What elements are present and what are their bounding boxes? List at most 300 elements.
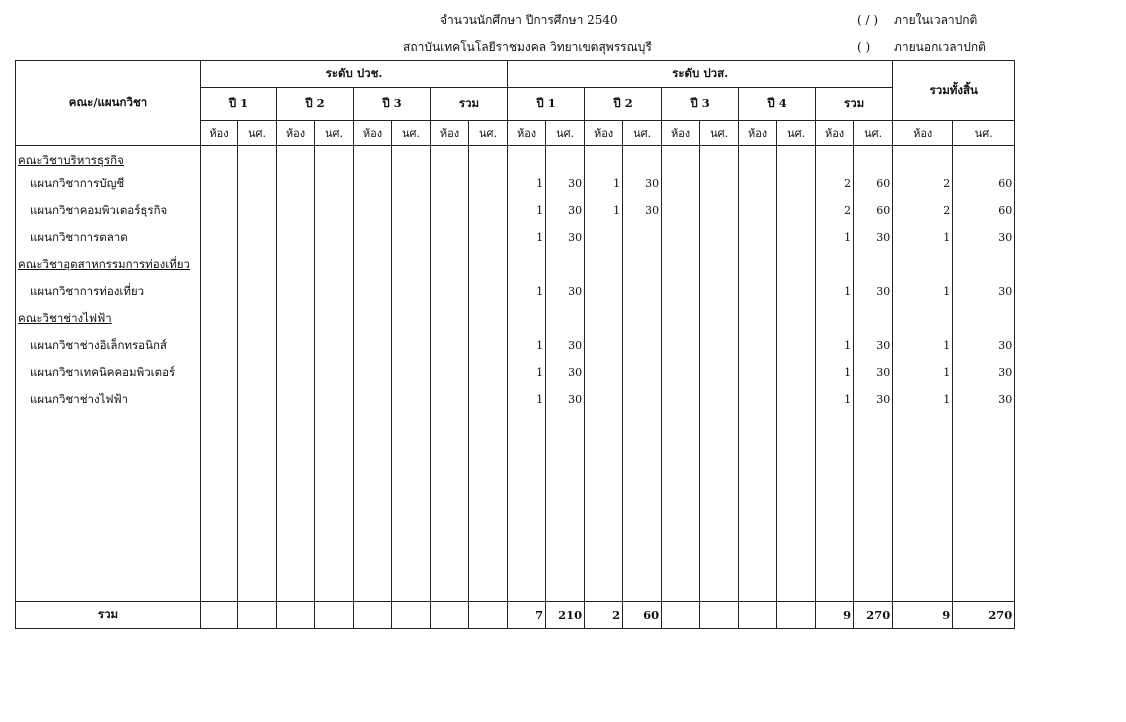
faculty-column-header: คณะ/แผนกวิชา: [16, 61, 201, 146]
total-cell: 7: [508, 602, 546, 629]
table-cell: [354, 278, 392, 305]
table-cell: [700, 305, 739, 332]
table-cell: [392, 386, 431, 413]
table-cell: [238, 332, 277, 359]
table-cell: [700, 197, 739, 224]
table-cell: [238, 170, 277, 197]
students-subheader: นศ.: [469, 121, 508, 146]
room-subheader: ห้อง: [201, 121, 238, 146]
table-cell: [585, 332, 623, 359]
table-cell: [354, 386, 392, 413]
table-cell: 2: [816, 170, 854, 197]
table-cell: [238, 197, 277, 224]
faculty-row: [16, 146, 1015, 171]
total-cell: 210: [546, 602, 585, 629]
pvs-year-header: ปี 1: [508, 88, 585, 121]
grand-total-header: รวมทั้งสิ้น: [893, 61, 1015, 121]
room-subheader: ห้อง: [739, 121, 777, 146]
table-cell: [777, 197, 816, 224]
table-cell: [739, 251, 777, 278]
students-subheader: นศ.: [392, 121, 431, 146]
table-cell: [816, 305, 854, 332]
table-cell: 1: [893, 386, 953, 413]
table-cell: [431, 278, 469, 305]
table-cell: 1: [816, 359, 854, 386]
table-cell: [700, 146, 739, 171]
table-cell: [431, 332, 469, 359]
table-cell: [739, 278, 777, 305]
table-cell: [585, 251, 623, 278]
table-cell: [816, 251, 854, 278]
table-cell: [739, 146, 777, 171]
table-cell: 30: [546, 170, 585, 197]
table-cell: [777, 146, 816, 171]
pvs-year-header: ปี 4: [739, 88, 816, 121]
students-subheader: นศ.: [777, 121, 816, 146]
blank-row: [16, 413, 1015, 602]
table-cell: 1: [893, 278, 953, 305]
table-cell: [201, 359, 238, 386]
blank-cell: [546, 413, 585, 602]
department-row: [16, 386, 1015, 413]
table-cell: 1: [508, 359, 546, 386]
total-cell: [662, 602, 700, 629]
blank-cell: [16, 413, 201, 602]
table-cell: [315, 224, 354, 251]
table-cell: [392, 197, 431, 224]
table-cell: [392, 146, 431, 171]
table-cell: [238, 146, 277, 171]
table-cell: [201, 197, 238, 224]
table-cell: [953, 251, 1015, 278]
total-cell: 60: [623, 602, 662, 629]
table-cell: [431, 170, 469, 197]
pvs-year-header: ปี 3: [662, 88, 739, 121]
table-cell: [469, 224, 508, 251]
table-cell: [201, 170, 238, 197]
table-cell: [739, 332, 777, 359]
total-cell: [431, 602, 469, 629]
table-cell: [662, 170, 700, 197]
table-cell: 2: [893, 197, 953, 224]
table-cell: 30: [546, 224, 585, 251]
table-cell: [662, 278, 700, 305]
table-cell: [201, 251, 238, 278]
students-subheader: นศ.: [623, 121, 662, 146]
document-title: จำนวนนักศึกษา ปีการศึกษา 2540: [440, 13, 618, 27]
table-cell: 30: [854, 332, 893, 359]
table-cell: 30: [854, 278, 893, 305]
table-cell: 30: [854, 224, 893, 251]
table-cell: 30: [953, 386, 1015, 413]
table-cell: [777, 386, 816, 413]
table-cell: [354, 251, 392, 278]
total-cell: [238, 602, 277, 629]
table-cell: [623, 359, 662, 386]
table-cell: [777, 305, 816, 332]
table-cell: [469, 359, 508, 386]
table-cell: 60: [953, 197, 1015, 224]
department-row: [16, 332, 1015, 359]
table-cell: [277, 224, 315, 251]
table-cell: [277, 359, 315, 386]
table-cell: [585, 305, 623, 332]
table-cell: 1: [585, 197, 623, 224]
table-cell: [354, 197, 392, 224]
table-cell: 1: [816, 332, 854, 359]
room-subheader: ห้อง: [277, 121, 315, 146]
students-subheader: นศ.: [546, 121, 585, 146]
students-subheader: นศ.: [238, 121, 277, 146]
table-cell: 1: [508, 332, 546, 359]
table-cell: [700, 170, 739, 197]
table-cell: 30: [953, 278, 1015, 305]
students-subheader: นศ.: [700, 121, 739, 146]
department-name: แผนกวิชาช่างไฟฟ้า: [16, 386, 201, 413]
total-cell: [700, 602, 739, 629]
table-cell: [893, 305, 953, 332]
table-cell: [662, 332, 700, 359]
regular-hours-checkbox: ( / ): [857, 13, 879, 27]
pvch-total-header: รวม: [431, 88, 508, 121]
table-cell: [238, 305, 277, 332]
table-cell: [816, 146, 854, 171]
table-cell: [277, 251, 315, 278]
table-cell: [354, 224, 392, 251]
level-pvs-header: ระดับ ปวส.: [508, 61, 893, 88]
table-cell: [854, 305, 893, 332]
table-cell: [777, 359, 816, 386]
table-cell: [700, 386, 739, 413]
table-cell: [623, 146, 662, 171]
table-cell: [431, 305, 469, 332]
table-cell: [777, 251, 816, 278]
table-cell: [623, 278, 662, 305]
table-cell: [277, 305, 315, 332]
table-cell: [662, 197, 700, 224]
total-cell: 2: [585, 602, 623, 629]
table-cell: [315, 305, 354, 332]
table-cell: [739, 170, 777, 197]
table-cell: [201, 146, 238, 171]
table-cell: [431, 197, 469, 224]
total-cell: 9: [816, 602, 854, 629]
blank-cell: [854, 413, 893, 602]
table-cell: [469, 146, 508, 171]
table-cell: [315, 170, 354, 197]
blank-cell: [700, 413, 739, 602]
table-cell: [392, 332, 431, 359]
blank-cell: [277, 413, 315, 602]
table-cell: [469, 332, 508, 359]
table-cell: [354, 170, 392, 197]
students-subheader: นศ.: [953, 121, 1015, 146]
blank-cell: [315, 413, 354, 602]
department-name: แผนกวิชาการท่องเที่ยว: [16, 278, 201, 305]
blank-cell: [469, 413, 508, 602]
department-row: [16, 359, 1015, 386]
total-cell: [201, 602, 238, 629]
table-cell: [508, 305, 546, 332]
table-cell: [315, 251, 354, 278]
table-cell: [469, 278, 508, 305]
table-cell: 1: [816, 278, 854, 305]
blank-cell: [238, 413, 277, 602]
table-cell: [777, 170, 816, 197]
table-cell: [700, 332, 739, 359]
table-cell: [354, 359, 392, 386]
table-cell: [623, 224, 662, 251]
table-cell: [277, 332, 315, 359]
department-row: [16, 278, 1015, 305]
table-cell: [431, 146, 469, 171]
table-cell: 30: [546, 197, 585, 224]
total-cell: 270: [953, 602, 1015, 629]
table-cell: [238, 251, 277, 278]
table-cell: [315, 359, 354, 386]
department-row: [16, 224, 1015, 251]
room-subheader: ห้อง: [662, 121, 700, 146]
table-cell: 1: [508, 170, 546, 197]
pvch-year-header: ปี 3: [354, 88, 431, 121]
table-cell: [201, 224, 238, 251]
blank-cell: [354, 413, 392, 602]
table-cell: [238, 386, 277, 413]
table-cell: [315, 332, 354, 359]
table-cell: [662, 251, 700, 278]
table-cell: [585, 278, 623, 305]
table-cell: [623, 386, 662, 413]
blank-cell: [816, 413, 854, 602]
table-cell: [854, 146, 893, 171]
table-cell: [777, 332, 816, 359]
table-cell: [201, 278, 238, 305]
table-cell: [623, 305, 662, 332]
table-cell: [739, 386, 777, 413]
table-cell: 1: [508, 224, 546, 251]
table-cell: 1: [893, 332, 953, 359]
table-cell: [739, 305, 777, 332]
table-cell: [431, 224, 469, 251]
table-cell: [893, 146, 953, 171]
table-cell: [953, 146, 1015, 171]
table-cell: [623, 251, 662, 278]
table-cell: [585, 146, 623, 171]
table-cell: [469, 251, 508, 278]
room-subheader: ห้อง: [585, 121, 623, 146]
pvs-total-header: รวม: [816, 88, 893, 121]
department-name: แผนกวิชาการบัญชี: [16, 170, 201, 197]
table-cell: 30: [854, 359, 893, 386]
table-cell: [201, 386, 238, 413]
table-cell: [315, 386, 354, 413]
table-cell: [392, 305, 431, 332]
blank-cell: [392, 413, 431, 602]
table-cell: [392, 359, 431, 386]
table-cell: [277, 278, 315, 305]
table-cell: [469, 170, 508, 197]
table-cell: [739, 224, 777, 251]
table-cell: [315, 278, 354, 305]
table-cell: [662, 386, 700, 413]
room-subheader: ห้อง: [508, 121, 546, 146]
table-cell: [662, 224, 700, 251]
table-cell: 2: [816, 197, 854, 224]
table-cell: [277, 170, 315, 197]
table-cell: 1: [508, 197, 546, 224]
table-cell: [700, 278, 739, 305]
pvs-year-header: ปี 2: [585, 88, 662, 121]
table-cell: 30: [854, 386, 893, 413]
table-cell: 30: [546, 386, 585, 413]
table-cell: [546, 146, 585, 171]
table-cell: [546, 251, 585, 278]
table-cell: [585, 224, 623, 251]
table-cell: 1: [816, 386, 854, 413]
faculty-row: [16, 251, 1015, 278]
table-cell: [585, 386, 623, 413]
table-cell: 2: [893, 170, 953, 197]
table-cell: [777, 224, 816, 251]
blank-cell: [739, 413, 777, 602]
table-cell: [392, 278, 431, 305]
table-cell: [700, 359, 739, 386]
table-cell: 30: [546, 359, 585, 386]
blank-cell: [431, 413, 469, 602]
department-name: แผนกวิชาช่างอิเล็กทรอนิกส์: [16, 332, 201, 359]
table-cell: [700, 224, 739, 251]
blank-cell: [777, 413, 816, 602]
table-cell: [431, 359, 469, 386]
table-cell: [354, 332, 392, 359]
table-cell: 60: [953, 170, 1015, 197]
table-cell: [739, 359, 777, 386]
students-subheader: นศ.: [854, 121, 893, 146]
table-cell: [508, 251, 546, 278]
blank-cell: [585, 413, 623, 602]
pvch-year-header: ปี 1: [201, 88, 277, 121]
faculty-name: คณะวิชาช่างไฟฟ้า: [16, 305, 201, 332]
blank-cell: [201, 413, 238, 602]
students-subheader: นศ.: [315, 121, 354, 146]
table-cell: [893, 251, 953, 278]
room-subheader: ห้อง: [893, 121, 953, 146]
table-cell: [508, 146, 546, 171]
table-cell: 30: [546, 278, 585, 305]
faculty-name: คณะวิชาบริหารธุรกิจ: [16, 146, 201, 171]
table-cell: [953, 305, 1015, 332]
pvch-year-header: ปี 2: [277, 88, 354, 121]
table-cell: [777, 278, 816, 305]
total-cell: 270: [854, 602, 893, 629]
level-pvch-header: ระดับ ปวช.: [201, 61, 508, 88]
table-cell: 1: [816, 224, 854, 251]
blank-cell: [508, 413, 546, 602]
table-cell: 1: [893, 359, 953, 386]
table-cell: 30: [953, 332, 1015, 359]
table-cell: [315, 146, 354, 171]
total-cell: [469, 602, 508, 629]
table-cell: [662, 305, 700, 332]
table-cell: [623, 332, 662, 359]
total-cell: [739, 602, 777, 629]
table-cell: 1: [508, 386, 546, 413]
table-cell: [469, 197, 508, 224]
table-cell: [277, 197, 315, 224]
faculty-row: [16, 305, 1015, 332]
table-cell: [201, 332, 238, 359]
blank-cell: [893, 413, 953, 602]
extended-hours-label: ภายนอกเวลาปกติ: [894, 40, 986, 54]
blank-cell: [623, 413, 662, 602]
table-cell: 30: [623, 170, 662, 197]
table-cell: [201, 305, 238, 332]
table-cell: [700, 251, 739, 278]
table-cell: [354, 305, 392, 332]
table-cell: [469, 305, 508, 332]
table-cell: 30: [623, 197, 662, 224]
table-cell: [546, 305, 585, 332]
total-cell: [315, 602, 354, 629]
table-cell: [238, 278, 277, 305]
department-row: [16, 197, 1015, 224]
table-cell: 60: [854, 197, 893, 224]
table-cell: [431, 386, 469, 413]
table-cell: [277, 386, 315, 413]
table-cell: [431, 251, 469, 278]
enrollment-table: [15, 60, 1015, 629]
table-cell: [854, 251, 893, 278]
blank-cell: [662, 413, 700, 602]
total-cell: [777, 602, 816, 629]
department-name: แผนกวิชาเทคนิคคอมพิวเตอร์: [16, 359, 201, 386]
table-cell: [392, 224, 431, 251]
table-cell: [392, 170, 431, 197]
table-cell: [739, 197, 777, 224]
room-subheader: ห้อง: [816, 121, 854, 146]
table-cell: [662, 146, 700, 171]
department-name: แผนกวิชาการตลาด: [16, 224, 201, 251]
table-cell: [392, 251, 431, 278]
table-cell: 30: [546, 332, 585, 359]
total-cell: [277, 602, 315, 629]
department-name: แผนกวิชาคอมพิวเตอร์ธุรกิจ: [16, 197, 201, 224]
table-cell: [277, 146, 315, 171]
table-cell: 1: [585, 170, 623, 197]
table-cell: 60: [854, 170, 893, 197]
total-cell: 9: [893, 602, 953, 629]
room-subheader: ห้อง: [354, 121, 392, 146]
table-cell: [662, 359, 700, 386]
extended-hours-checkbox: ( ): [857, 40, 871, 54]
table-cell: [469, 386, 508, 413]
table-cell: 1: [508, 278, 546, 305]
regular-hours-label: ภายในเวลาปกติ: [894, 13, 978, 27]
total-cell: [354, 602, 392, 629]
table-cell: [238, 359, 277, 386]
table-cell: 30: [953, 224, 1015, 251]
table-cell: 30: [953, 359, 1015, 386]
table-cell: [238, 224, 277, 251]
blank-cell: [953, 413, 1015, 602]
total-label: รวม: [16, 602, 201, 629]
table-cell: 1: [893, 224, 953, 251]
table-cell: [354, 146, 392, 171]
institution-name: สถาบันเทคโนโลยีราชมงคล วิทยาเขตสุพรรณบุรี: [403, 40, 652, 54]
department-row: [16, 170, 1015, 197]
table-cell: [585, 359, 623, 386]
total-cell: [392, 602, 431, 629]
